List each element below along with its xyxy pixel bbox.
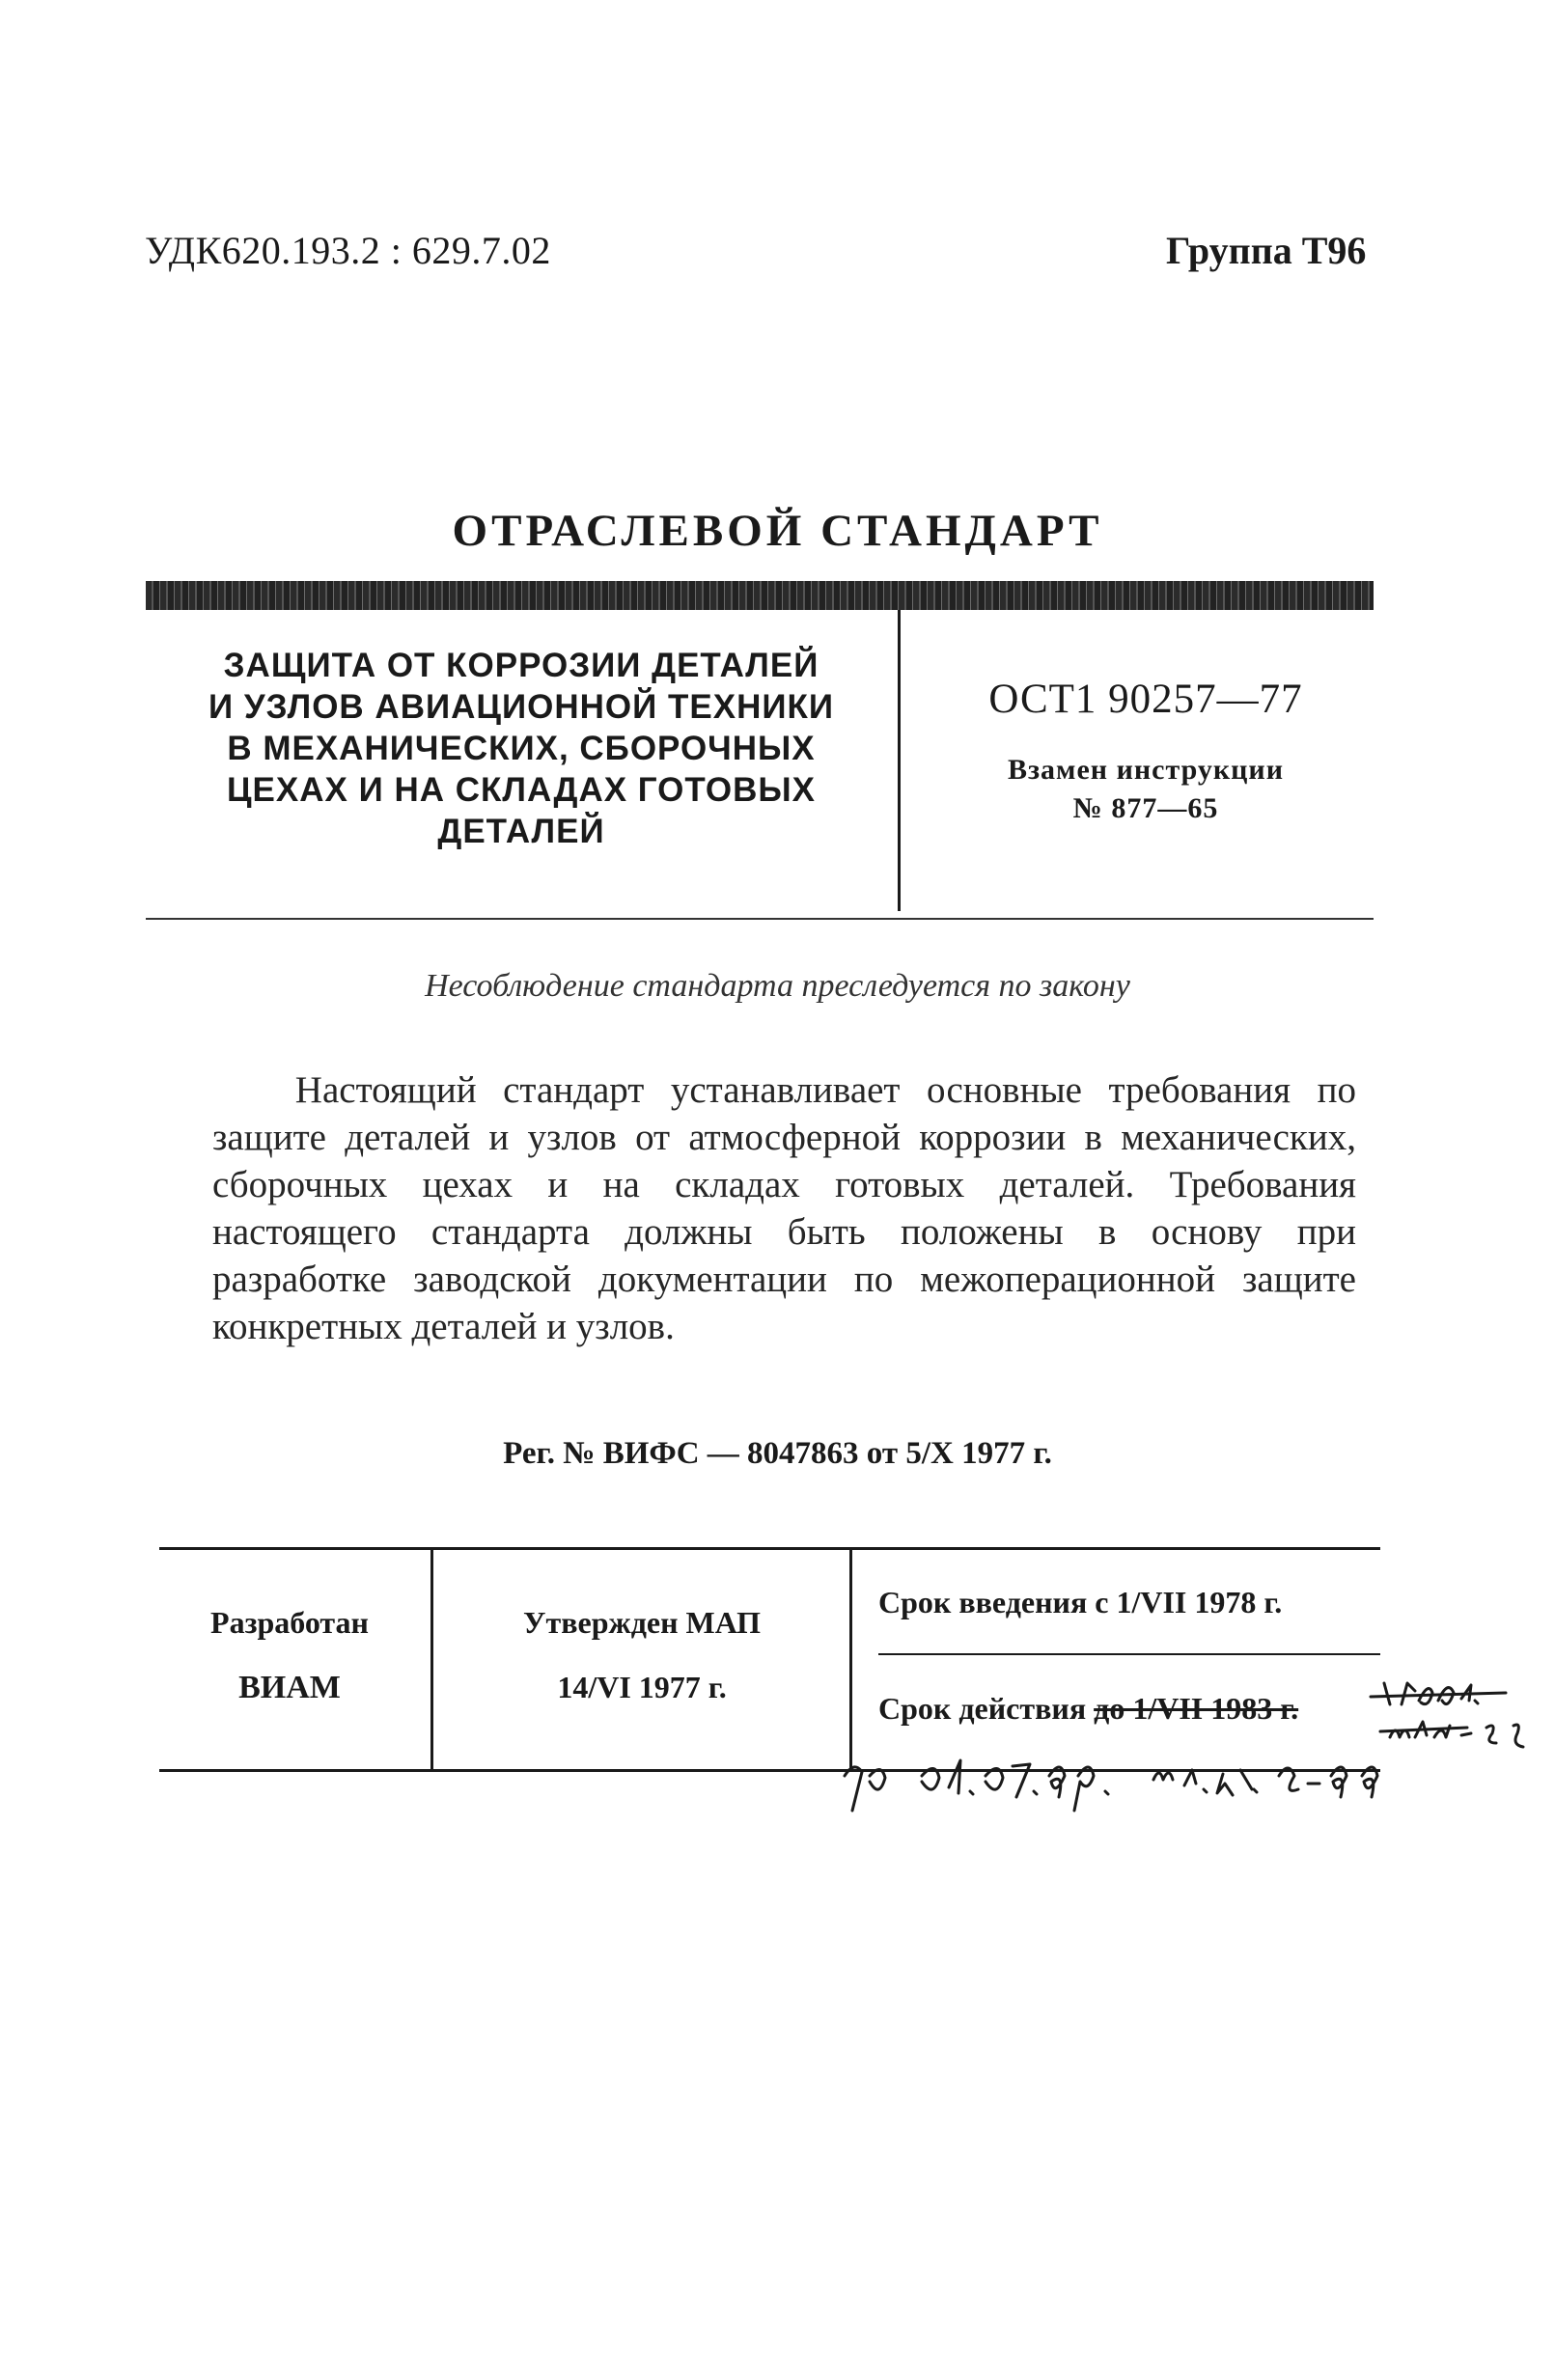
validity-struck: до 1/VII 1983 г. — [1094, 1691, 1299, 1726]
title-divider — [898, 610, 901, 911]
title-block-rule — [146, 918, 1374, 920]
group-code: Группа Т96 — [1166, 229, 1367, 272]
scope-paragraph: Настоящий стандарт устанавливает основные требования по защите деталей и узлов от атмосферной коррозии в механических, сборочных цехах и на складах готовых деталей. Требования настоящего стандарта должны быть положены в основу при разработке заводской документации по межоперационной защите конкретных деталей и узлов. — [212, 1069, 1356, 1347]
approved-label: Утвержден МАП — [523, 1605, 761, 1640]
title-line: В МЕХАНИЧЕСКИХ, СБОРОЧНЫХ — [227, 730, 816, 767]
developer-org: ВИАМ — [238, 1670, 341, 1705]
developed-label: Разработан — [210, 1605, 369, 1640]
standard-designation: ОСТ1 90257—77 — [988, 677, 1303, 722]
title-line: ЗАЩИТА ОТ КОРРОЗИИ ДЕТАЛЕЙ — [223, 647, 819, 684]
legal-warning: Несоблюдение стандарта преследуется по закону — [425, 968, 1130, 1004]
title-line: ЦЕХАХ И НА СКЛАДАХ ГОТОВЫХ — [226, 771, 817, 809]
handwritten-extension — [825, 1747, 1501, 1853]
standard-title — [154, 645, 888, 852]
standard-type-heading: ОТРАСЛЕВОЙ СТАНДАРТ — [452, 506, 1103, 556]
introduction-date: Срок введения с 1/VII 1978 г. — [878, 1585, 1283, 1619]
validity-label: Срок действия — [878, 1691, 1087, 1726]
replaces-note — [917, 751, 1375, 828]
footer-top-rule — [159, 1547, 1380, 1550]
footer-divider-right — [849, 1547, 852, 1769]
title-line: ДЕТАЛЕЙ — [437, 813, 605, 850]
footer-cell-rule — [878, 1653, 1380, 1655]
approved-date: 14/VI 1977 г. — [557, 1670, 727, 1704]
replaces-line: Взамен инструкции — [1007, 754, 1285, 786]
title-line: И УЗЛОВ АВИАЦИОННОЙ ТЕХНИКИ — [208, 688, 835, 726]
footer-divider-left — [430, 1547, 433, 1769]
udk-code: УДК620.193.2 : 629.7.02 — [145, 229, 551, 272]
replaces-number: № 877—65 — [1072, 792, 1219, 824]
heading-rule — [146, 581, 1374, 610]
registration-number: Рег. № ВИФС — 8047863 от 5/X 1977 г. — [503, 1436, 1052, 1471]
